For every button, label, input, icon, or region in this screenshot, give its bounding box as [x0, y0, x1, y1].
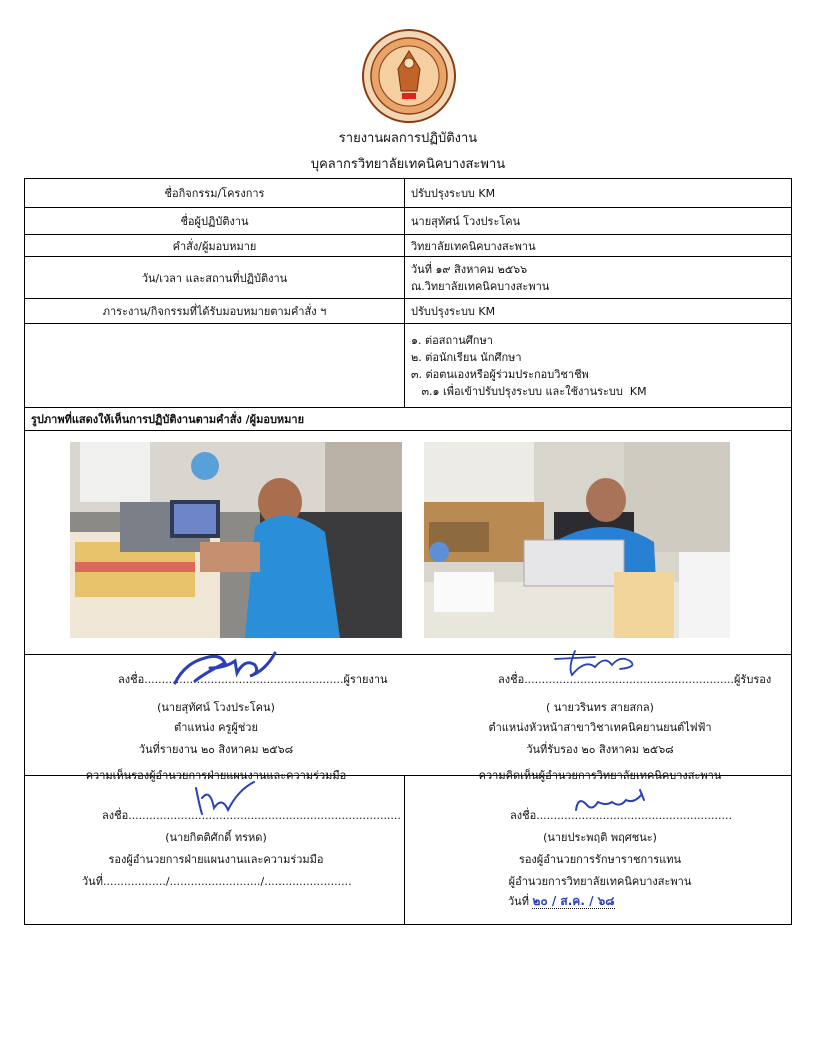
row-value [405, 257, 792, 299]
list-item: ๓.๑ เพื่อเข้าปรับปรุงระบบ และใช้งานระบบ KM [411, 384, 647, 398]
dotted-line: ......................................................... [144, 673, 344, 686]
director-position-line1: รองผู้อำนวยการรักษาราชการแทน [518, 853, 682, 866]
sign-label: ลงชื่อ [102, 809, 129, 822]
college-seal-logo [362, 29, 456, 123]
benefits-list [405, 324, 792, 408]
certifier-name: ( นายวรินทร สายสกล) [546, 701, 654, 714]
role-label: ผู้รายงาน [343, 673, 388, 686]
director-opinion-heading: ความคิดเห็นผู้อำนวยการวิทยาลัยเทคนิคบางสะพาน [478, 769, 722, 782]
list-item: ๒. ต่อนักเรียน นักศึกษา [411, 350, 522, 364]
row-value-line: วันที่ ๑๙ สิงหาคม ๒๕๖๖ [411, 262, 528, 276]
table-row [25, 257, 792, 299]
director-date [508, 892, 615, 911]
reporter-signature-mark [165, 643, 285, 693]
row-label: คำสั่ง/ผู้มอบหมาย [25, 235, 405, 257]
director-signature-mark [572, 788, 652, 814]
sign-label: ลงชื่อ [118, 673, 145, 686]
role-label: ผู้รับรอง [733, 673, 772, 686]
document-title: รายงานผลการปฏิบัติงาน [338, 131, 478, 146]
table-row [25, 208, 792, 235]
reporter-name: (นายสุทัศน์ โวงประโคน) [157, 701, 275, 714]
photo-section-heading: รูปภาพที่แสดงให้เห็นการปฏิบัติงานตามคำสั่ง /ผู้มอบหมาย [25, 408, 792, 431]
dotted-line: ........................................................ [536, 809, 732, 822]
row-value-line: ณ.วิทยาลัยเทคนิคบางสะพาน [411, 279, 550, 293]
dotted-line: .............................................................................. [128, 809, 401, 822]
deputy-opinion-heading: ความเห็นรองผู้อำนวยการฝ่ายแผนงานและความร่วมมือ [85, 769, 347, 782]
row-label: ชื่อกิจกรรม/โครงการ [25, 179, 405, 208]
row-value: ปรับปรุงระบบ KM [405, 299, 792, 324]
deputy-position: รองผู้อำนวยการฝ่ายแผนงานและความร่วมมือ [108, 853, 324, 866]
sign-label: ลงชื่อ [510, 809, 537, 822]
reporter-position: ตำแหน่ง ครูผู้ช่วย [174, 721, 258, 734]
table-row [25, 324, 792, 408]
certifier-position: ตำแหน่งหัวหน้าสาขาวิชาเทคนิคยานยนต์ไฟฟ้า [488, 721, 712, 734]
sign-label: ลงชื่อ [498, 673, 525, 686]
deputy-date [82, 872, 352, 890]
deputy-signature-mark [188, 778, 258, 818]
row-value: ปรับปรุงระบบ KM [405, 179, 792, 208]
director-position-line2: ผู้อำนวยการวิทยาลัยเทคนิคบางสะพาน [508, 875, 692, 888]
photo-officer-seated-at-desk-with-laptop [424, 442, 730, 638]
photo-officer-working-at-desk-with-laptop [70, 442, 402, 638]
certifier-signature-mark [550, 647, 640, 679]
row-value: วิทยาลัยเทคนิคบางสะพาน [405, 235, 792, 257]
row-label: วัน/เวลา และสถานที่ปฏิบัติงาน [25, 257, 405, 299]
date-blank: ................../........................../......................... [102, 875, 352, 888]
date-label: วันที่ [508, 895, 529, 908]
document-subtitle: บุคลากรวิทยาลัยเทคนิคบางสะพาน [310, 157, 506, 172]
row-value: นายสุทัศน์ โวงประโคน [405, 208, 792, 235]
director-name: (นายประพฤติ พฤศชนะ) [543, 831, 657, 844]
table-row [25, 235, 792, 257]
report-date: วันที่รายงาน ๒๐ สิงหาคม ๒๕๖๘ [138, 743, 294, 756]
list-item: ๓. ต่อตนเองหรือผู้ร่วมประกอบวิชาชีพ [411, 367, 589, 381]
list-item: ๑. ต่อสถานศึกษา [411, 333, 493, 347]
row-label: ชื่อผู้ปฏิบัติงาน [25, 208, 405, 235]
photo-heading-row [25, 408, 792, 431]
row-label [25, 324, 405, 408]
table-row [25, 179, 792, 208]
dotted-line: ............................................................ [524, 673, 734, 686]
table-row [25, 299, 792, 324]
date-label: วันที่ [82, 875, 103, 888]
certify-date: วันที่รับรอง ๒๐ สิงหาคม ๒๕๖๘ [526, 743, 674, 756]
handwritten-date: ๒๐ / ส.ค. / ๖๘ [532, 894, 615, 908]
deputy-name: (นายกิตติศักดิ์ ทรหด) [165, 831, 267, 844]
row-label: ภาระงาน/กิจกรรมที่ได้รับมอบหมายตามคำสั่ง ฯ [25, 299, 405, 324]
